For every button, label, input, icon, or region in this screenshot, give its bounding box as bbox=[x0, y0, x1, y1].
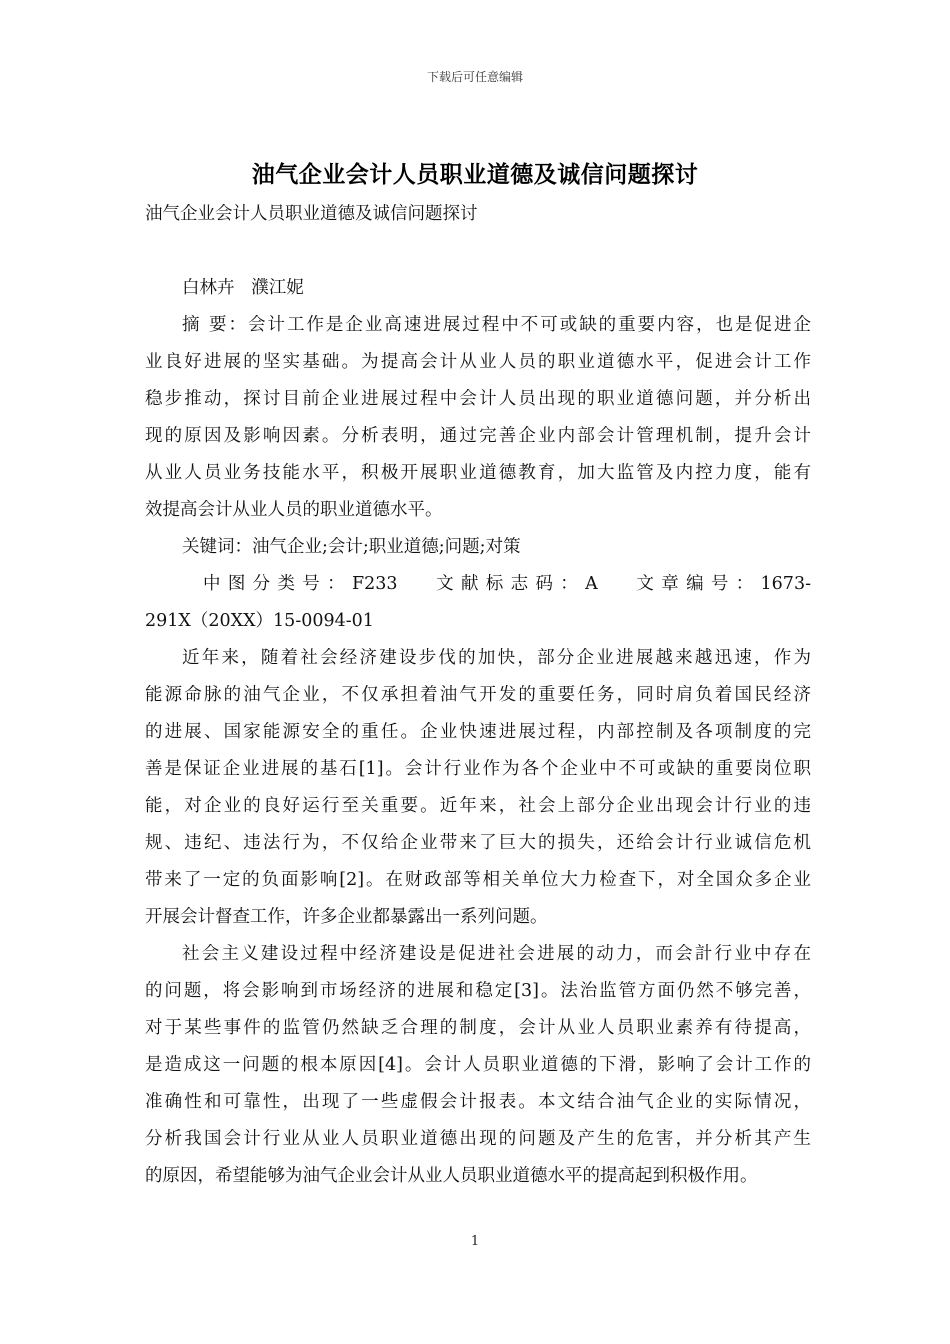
classification-info bbox=[145, 566, 811, 640]
paragraph-line: 的原因，希望能够为油气企业会计从业人员职业道德水平的提高起到积极作用。 bbox=[145, 1166, 758, 1186]
classification-line: 中图分类号：F233 文献标志码：A 文章编号：1673- bbox=[203, 574, 811, 594]
paragraph-line: 能源命脉的油气企业，不仅承担着油气开发的重要任务，同时肩负着国民经济 bbox=[145, 685, 811, 705]
paragraph-line: 社会主义建设过程中经济建设是促进社会进展的动力，而会計行业中存在 bbox=[182, 944, 811, 964]
author-names: 白林卉 濮江妮 bbox=[182, 278, 304, 298]
page-number: 1 bbox=[470, 1234, 480, 1249]
abstract-line: 从业人员业务技能水平，积极开展职业道德教育，加大监管及内控力度，能有 bbox=[145, 463, 811, 483]
subtitle-text: 油气企业会计人员职业道德及诚信问题探讨 bbox=[145, 204, 478, 224]
paragraph-line: 规、违纪、违法行为，不仅给企业带来了巨大的损失，还给会计行业诚信危机 bbox=[145, 833, 811, 853]
abstract bbox=[145, 307, 811, 529]
classification-line: 291X（20XX）15-0094-01 bbox=[145, 611, 374, 631]
paragraph-line: 近年来，随着社会经济建设步伐的加快，部分企业进展越来越迅速，作为 bbox=[182, 648, 811, 668]
document-subtitle bbox=[145, 196, 811, 233]
body-paragraph-1 bbox=[145, 640, 811, 936]
paragraph-line: 的问题，将会影响到市场经济的进展和稳定[3]。法治监管方面仍然不够完善， bbox=[145, 981, 811, 1001]
header-note: 下载后可任意编辑 bbox=[426, 70, 523, 84]
paragraph-line: 善是保证企业进展的基石[1]。会计行业作为各个企业中不可或缺的重要岗位职 bbox=[145, 759, 811, 779]
authors bbox=[145, 270, 811, 307]
abstract-line: 效提高会计从业人员的职业道德水平。 bbox=[145, 500, 443, 520]
paragraph-line: 的进展、国家能源安全的重任。企业快速进展过程，内部控制及各项制度的完 bbox=[145, 722, 811, 742]
abstract-line: 稳步推动，探讨目前企业进展过程中会计人员出现的职业道德问题，并分析出 bbox=[145, 389, 811, 409]
paragraph-line: 分析我国会计行业从业人员职业道德出现的问题及产生的危害，并分析其产生 bbox=[145, 1129, 811, 1149]
abstract-line: 业良好进展的坚实基础。为提高会计从业人员的职业道德水平，促进会计工作 bbox=[145, 352, 811, 372]
keywords bbox=[145, 529, 811, 566]
body-paragraph-2 bbox=[145, 936, 811, 1195]
paragraph-line: 准确性和可靠性，出现了一些虚假会计报表。本文结合油气企业的实际情况， bbox=[145, 1092, 811, 1112]
paragraph-line: 能，对企业的良好运行至关重要。近年来，社会上部分企业出现会计行业的违 bbox=[145, 796, 811, 816]
paragraph-line: 对于某些事件的监管仍然缺乏合理的制度，会计从业人员职业素养有待提高， bbox=[145, 1018, 811, 1038]
paragraph-line: 带来了一定的负面影响[2]。在财政部等相关单位大力检查下，对全国众多企业 bbox=[145, 870, 811, 890]
abstract-line: 现的原因及影响因素。分析表明，通过完善企业内部会计管理机制，提升会计 bbox=[145, 426, 811, 446]
document-title: 油气企业会计人员职业道德及诚信问题探讨 bbox=[251, 161, 699, 188]
abstract-line: 摘 要：会计工作是企业高速进展过程中不可或缺的重要内容，也是促进企 bbox=[182, 315, 811, 335]
keywords-text: 关键词：油气企业;会计;职业道德;问题;对策 bbox=[182, 537, 521, 557]
paragraph-line: 开展会计督查工作，许多企业都暴露出一系列问题。 bbox=[145, 907, 548, 927]
paragraph-line: 是造成这一问题的根本原因[4]。会计人员职业道德的下滑，影响了会计工作的 bbox=[145, 1055, 811, 1075]
